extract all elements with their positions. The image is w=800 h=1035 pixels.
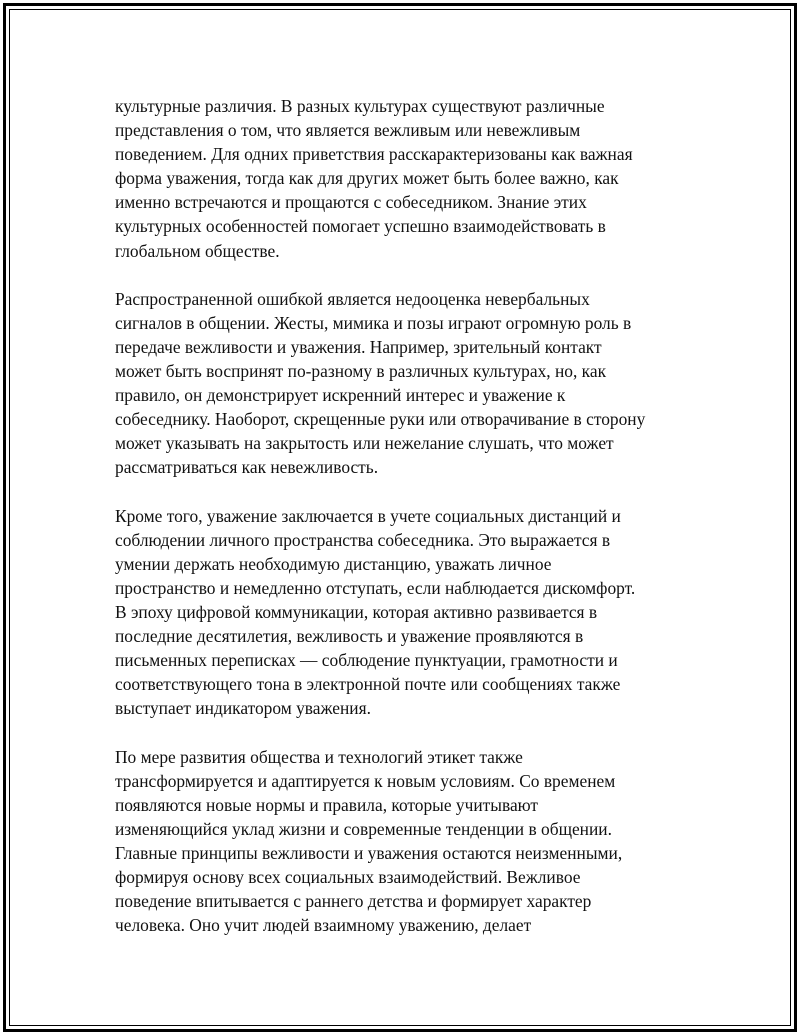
- text-line: трансформируется и адаптируется к новым условиям. Со временем: [115, 770, 616, 791]
- text-line: правило, он демонстрирует искренний интерес и уважение к: [115, 385, 566, 406]
- paragraph: [115, 287, 690, 480]
- text-line: Кроме того, уважение заключается в учете социальных дистанций и: [115, 505, 621, 526]
- text-line: форма уважения, тогда как для других может быть более важно, как: [115, 168, 619, 189]
- text-line: соблюдении личного пространства собеседника. Это выражается в: [115, 529, 611, 550]
- text-line: По мере развития общества и технологий этикет также: [115, 746, 523, 767]
- text-line: Распространенной ошибкой является недооценка невербальных: [115, 288, 590, 309]
- text-line: пространство и немедленно отступать, если наблюдается дискомфорт.: [115, 577, 636, 598]
- text-line: письменных переписках — соблюдение пунктуации, грамотности и: [115, 650, 618, 671]
- text-line: собеседнику. Наоборот, скрещенные руки или отворачивание в сторону: [115, 409, 646, 430]
- text-line: поведением. Для одних приветствия расскарактеризованы как важная: [115, 144, 633, 165]
- paragraph: [115, 504, 690, 721]
- text-line: появляются новые нормы и правила, которые учитывают: [115, 794, 539, 815]
- paragraph: [115, 94, 690, 263]
- text-line: В эпоху цифровой коммуникации, которая активно развивается в: [115, 601, 598, 622]
- text-line: формируя основу всех социальных взаимодействий. Вежливое: [115, 867, 581, 887]
- document-body: [115, 94, 690, 961]
- text-line: глобальном обществе.: [115, 240, 280, 261]
- text-line: человека. Оно учит людей взаимному уважению, делает: [115, 915, 532, 936]
- text-line: поведение впитывается с раннего детства и формирует характер: [115, 891, 592, 912]
- paragraph: [115, 745, 690, 938]
- text-line: именно встречаются и прощаются с собеседником. Знание этих: [115, 192, 587, 213]
- text-line: последние десятилетия, вежливость и уважение проявляются в: [115, 626, 584, 647]
- text-line: передаче вежливости и уважения. Например, зрительный контакт: [115, 336, 602, 357]
- text-line: Главные принципы вежливости и уважения остаются неизменными,: [115, 842, 623, 863]
- text-line: может указывать на закрытость или нежелание слушать, что может: [115, 433, 614, 454]
- text-line: может быть воспринят по-разному в различных культурах, но, как: [115, 361, 607, 382]
- text-line: культурные различия. В разных культурах существуют различные: [115, 96, 605, 116]
- text-line: выступает индикатором уважения.: [115, 698, 371, 719]
- text-line: сигналов в общении. Жесты, мимика и позы играют огромную роль в: [115, 312, 632, 333]
- text-line: культурных особенностей помогает успешно взаимодействовать в: [115, 216, 606, 237]
- text-line: соответствующего тона в электронной почте или сообщениях также: [115, 674, 621, 695]
- text-line: представления о том, что является вежливым или невежливым: [115, 120, 581, 141]
- text-line: умении держать необходимую дистанцию, уважать личное: [115, 553, 552, 574]
- text-line: изменяющийся уклад жизни и современные тенденции в общении.: [115, 818, 612, 839]
- text-line: рассматриваться как невежливость.: [115, 457, 379, 478]
